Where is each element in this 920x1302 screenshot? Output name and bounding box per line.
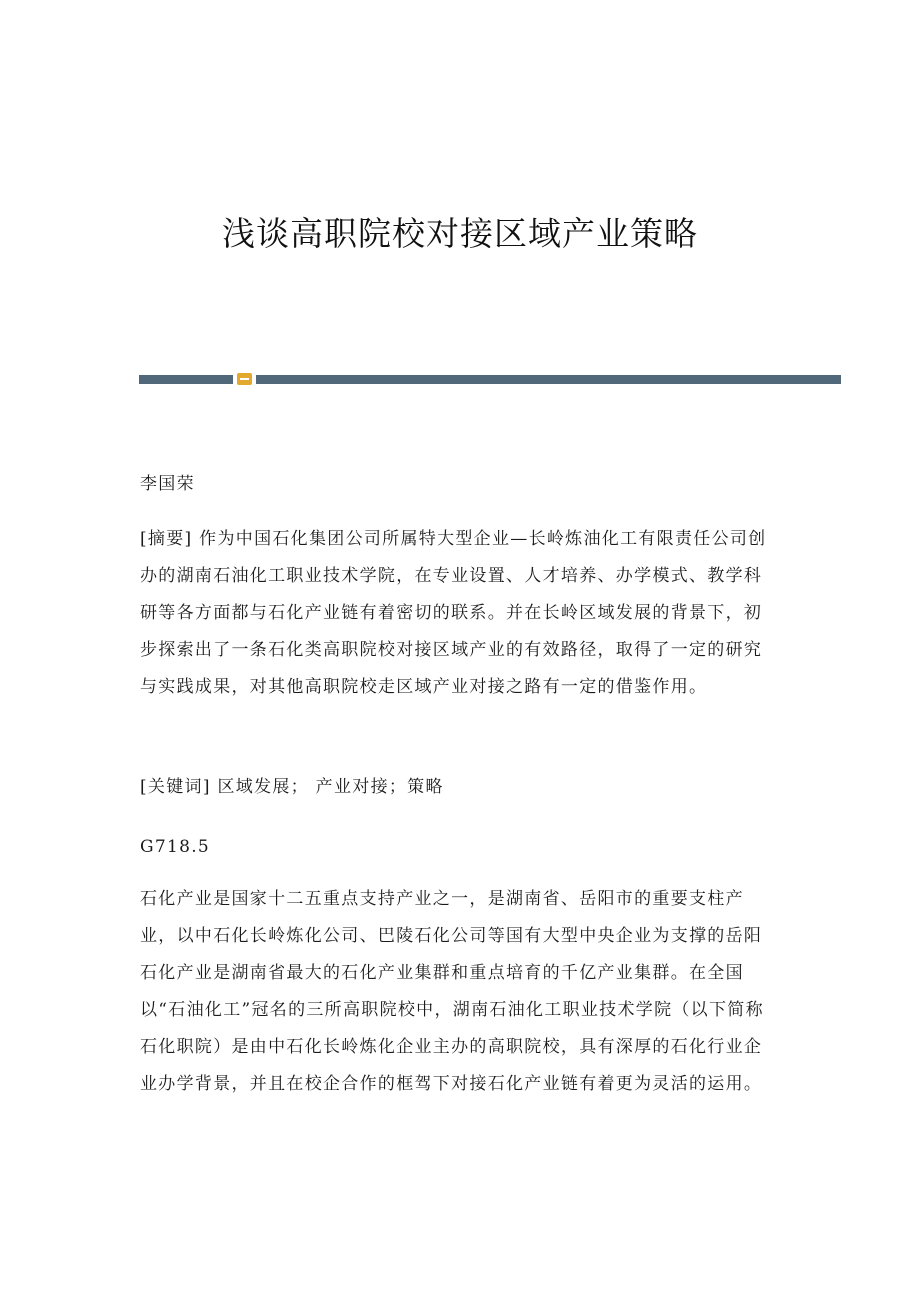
title-divider-left bbox=[139, 375, 233, 384]
keywords-line: [关键词] 区域发展； 产业对接；策略 bbox=[140, 777, 444, 797]
classification-number: G718.5 bbox=[140, 837, 211, 857]
body-paragraph: 石化产业是国家十二五重点支持产业之一，是湖南省、岳阳市的重要支柱产业，以中石化长岭炼化公司、巴陵石化公司等国有大型中央企业为支撑的岳阳石化产业是湖南省最大的石化产业集群和重点培育的千亿产业集群。在全国以“石油化工”冠名的三所高职院校中，湖南石油化工职业技术学院（以下简称石化职院）是由中石化长岭炼化企业主办的高职院校，具有深厚的石化行业企业办学背景，并且在校企合作的框驾下对接石化产业链有着更为灵活的运用。 bbox=[140, 889, 764, 1094]
author-name: 李国荣 bbox=[140, 474, 195, 494]
divider-ornament-icon bbox=[237, 373, 252, 385]
document-title: 浅谈高职院校对接区域产业策略 bbox=[222, 214, 698, 253]
title-divider-right bbox=[256, 375, 841, 384]
abstract-paragraph: [摘要] 作为中国石化集团公司所属特大型企业—长岭炼油化工有限责任公司创办的湖南石油化工职业技术学院，在专业设置、人才培养、办学模式、教学科研等各方面都与石化产业链有着密切的联系。并在长岭区域发展的背景下，初步探索出了一条石化类高职院校对接区域产业的有效路径，取得了一定的研究与实践成果，对其他高职院校走区域产业对接之路有一定的借鉴作用。 bbox=[140, 529, 767, 697]
